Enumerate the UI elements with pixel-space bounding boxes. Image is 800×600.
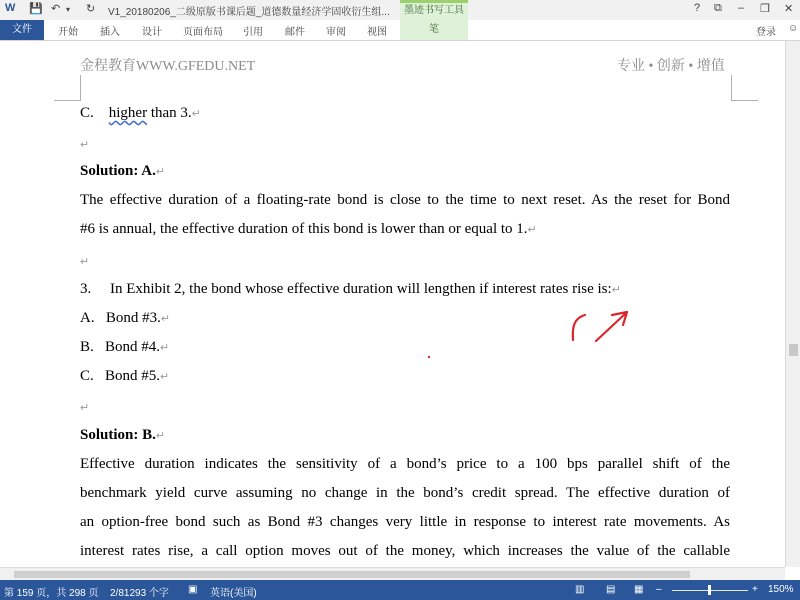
paragraph-mark: ↵ — [527, 224, 537, 236]
ink-stroke-arrow — [596, 312, 627, 341]
solution-b-text: Solution: B. — [80, 427, 156, 443]
title-bar — [0, 0, 800, 20]
web-layout-icon[interactable]: ▦ — [634, 584, 644, 595]
window-title: V1_20180206_二级原版书课后题_道德数量经济学固收衍生组... — [108, 7, 390, 18]
paragraph-mark: ↵ — [80, 139, 90, 151]
word-count[interactable]: 2/81293 个字 — [110, 588, 169, 599]
print-layout-icon[interactable]: ▤ — [606, 584, 616, 595]
solution-a-heading — [80, 163, 165, 180]
ribbon-tabs — [0, 20, 800, 41]
context-tool-group: 墨迹书写工具 — [400, 0, 468, 20]
solution-b-line-2: benchmark yield curve assuming no change in the bond’s credit spread. The effective duration of — [80, 485, 730, 501]
tab-design[interactable]: 设计 — [142, 27, 162, 38]
undo-icon[interactable]: ↶ — [51, 3, 61, 15]
sign-in-link[interactable]: 登录 — [756, 27, 776, 38]
status-bar — [0, 580, 800, 600]
close-icon[interactable]: ✕ — [784, 3, 794, 15]
zoom-level[interactable]: 150% — [768, 584, 794, 595]
empty-paragraph — [80, 253, 89, 270]
option-b — [80, 339, 169, 356]
solution-a-line-2 — [80, 221, 537, 238]
ink-stroke-bracket — [573, 315, 585, 340]
tab-view[interactable]: 视图 — [367, 27, 387, 38]
redo-icon[interactable]: ↻ — [86, 3, 96, 15]
empty-paragraph — [80, 136, 89, 153]
paragraph-mark: ↵ — [160, 371, 170, 383]
proofing-icon[interactable]: ▣ — [188, 584, 198, 595]
paragraph-mark: ↵ — [191, 108, 201, 120]
tab-insert[interactable]: 插入 — [100, 27, 120, 38]
option-text: Bond #3. — [105, 310, 161, 326]
file-tab[interactable]: 文件 — [0, 20, 44, 40]
tab-home[interactable]: 开始 — [58, 27, 78, 38]
horizontal-scroll-thumb[interactable] — [14, 571, 690, 578]
feedback-smile-icon[interactable]: ☺ — [788, 23, 799, 34]
ink-annotation-arrow[interactable] — [560, 303, 640, 353]
option-a — [80, 310, 170, 327]
option-c-previous — [80, 105, 201, 122]
maximize-icon[interactable]: ❐ — [760, 3, 770, 15]
language-indicator[interactable]: 英语(美国) — [210, 588, 257, 599]
paragraph-mark: ↵ — [155, 166, 166, 178]
vertical-scrollbar[interactable] — [785, 41, 800, 567]
paragraph-mark: ↵ — [160, 342, 170, 354]
solution-b-line-4: interest rates rise, a call option moves out of the money, which increases the value of the callable — [80, 543, 730, 559]
option-text: Bond #5. — [105, 368, 161, 384]
paragraph-mark: ↵ — [160, 313, 171, 325]
ribbon-display-icon[interactable]: ⧉ — [714, 2, 722, 14]
paragraph-mark: ↵ — [155, 430, 166, 442]
tab-references[interactable]: 引用 — [243, 27, 263, 38]
option-c — [80, 368, 169, 385]
paragraph-mark: ↵ — [611, 284, 621, 296]
save-icon[interactable]: 💾 — [29, 3, 43, 15]
paragraph-mark: ↵ — [80, 402, 90, 414]
solution-b-line-1: Effective duration indicates the sensitivity of a bond’s price to a 100 bps parallel shift of the — [80, 456, 730, 472]
option-letter: A. — [80, 310, 95, 326]
solution-b-line-3: an option-free bond such as Bond #3 changes very little in response to interest rate movements. As — [80, 514, 730, 530]
ink-dot — [428, 356, 430, 358]
option-text: Bond #4. — [105, 339, 161, 355]
option-letter: C. — [80, 105, 94, 121]
margin-corner-left — [54, 75, 81, 101]
zoom-out-button[interactable]: – — [656, 584, 662, 595]
document-page[interactable] — [0, 41, 785, 567]
solution-a-line-1: The effective duration of a floating-rate bond is close to the time to next reset. As the reset for Bond — [80, 192, 730, 208]
tab-mailings[interactable]: 邮件 — [285, 27, 305, 38]
page-header-right: 专业 • 创新 • 增值 — [617, 59, 725, 74]
tab-pen[interactable]: 笔 — [400, 20, 468, 40]
page-count[interactable]: 第 159 页，共 298 页 — [4, 588, 99, 599]
question-3 — [80, 281, 621, 298]
zoom-in-button[interactable]: + — [752, 584, 758, 595]
page-header-left: 金程教育WWW.GFEDU.NET — [80, 59, 256, 74]
vertical-scroll-thumb[interactable] — [789, 344, 798, 356]
option-text: than 3. — [147, 105, 192, 121]
customize-qat-icon[interactable]: ▾ — [66, 5, 71, 14]
zoom-slider-handle[interactable] — [708, 585, 711, 595]
question-number: 3. — [80, 281, 92, 297]
question-text: In Exhibit 2, the bond whose effective duration will lengthen if interest rates rise is: — [110, 281, 612, 297]
margin-corner-right — [731, 75, 758, 101]
option-letter: B. — [80, 339, 94, 355]
empty-paragraph — [80, 399, 89, 416]
spellcheck-word: higher — [108, 105, 148, 121]
horizontal-scrollbar[interactable] — [0, 567, 785, 581]
solution-a-line-2-text: #6 is annual, the effective duration of this bond is lower than or equal to 1. — [80, 221, 528, 237]
solution-a-text: Solution: A. — [80, 163, 156, 179]
tab-page-layout[interactable]: 页面布局 — [183, 27, 223, 38]
word-app-icon[interactable]: W — [5, 2, 16, 14]
option-letter: C. — [80, 368, 94, 384]
minimize-icon[interactable]: – — [738, 2, 745, 14]
help-icon[interactable]: ? — [694, 2, 701, 14]
paragraph-mark: ↵ — [80, 256, 90, 268]
solution-b-heading — [80, 427, 165, 444]
tab-review[interactable]: 审阅 — [326, 27, 346, 38]
read-mode-icon[interactable]: ▥ — [575, 584, 585, 595]
